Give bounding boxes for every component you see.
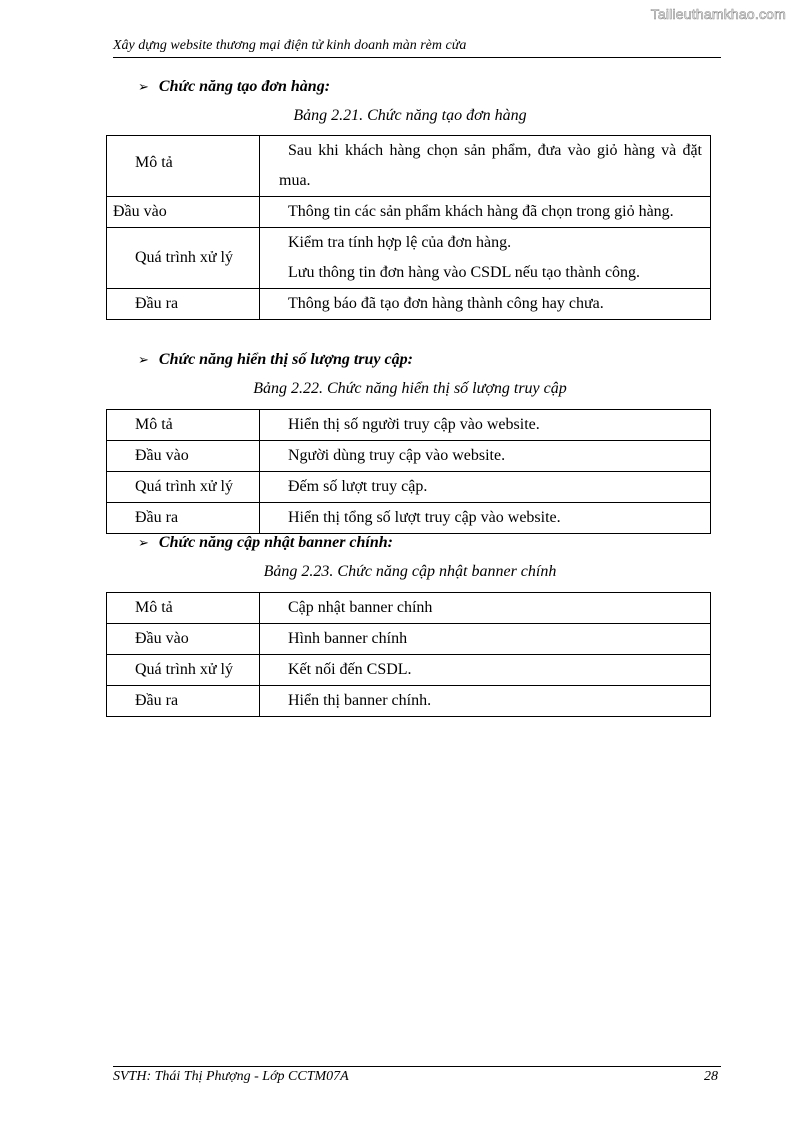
table-row (107, 441, 711, 472)
table-2-22 (106, 409, 711, 534)
running-header: Xây dựng website thương mại điện tử kinh doanh màn rèm cửa (113, 38, 467, 53)
row-value (260, 441, 711, 472)
row-value (260, 593, 711, 624)
table-row (107, 410, 711, 441)
arrow-bullet-icon: ➢ (138, 79, 149, 94)
row-value (260, 503, 711, 534)
row-value (260, 228, 711, 289)
row-value (260, 686, 711, 717)
row-label: Đầu vào (107, 441, 260, 472)
value-line: Hiển thị tổng số lượt truy cập vào website. (288, 509, 561, 526)
row-label: Quá trình xử lý (107, 472, 260, 503)
section-heading-3 (138, 534, 393, 552)
value-line: Cập nhật banner chính (288, 599, 433, 616)
table-row (107, 472, 711, 503)
value-line: Lưu thông tin đơn hàng vào CSDL nếu tạo thành công. (288, 264, 641, 281)
value-line: Thông tin các sản phẩm khách hàng đã chọn trong giỏ hàng. (288, 203, 674, 220)
row-value (260, 624, 711, 655)
row-value (260, 655, 711, 686)
heading-text: Chức năng cập nhật banner chính: (158, 534, 393, 551)
table-row (107, 593, 711, 624)
table-2-23 (106, 592, 711, 717)
footer-rule (113, 1066, 721, 1067)
value-line: Người dùng truy cập vào website. (288, 447, 506, 464)
arrow-bullet-icon: ➢ (138, 535, 149, 550)
row-value (260, 472, 711, 503)
table-row (107, 624, 711, 655)
heading-text: Chức năng hiển thị số lượng truy cập: (158, 351, 413, 368)
row-label: Mô tả (107, 593, 260, 624)
row-label: Đầu ra (107, 503, 260, 534)
value-line: Hiển thị banner chính. (288, 692, 432, 709)
table-caption-3: Bảng 2.23. Chức năng cập nhật banner chính (263, 563, 557, 580)
heading-text: Chức năng tạo đơn hàng: (158, 78, 331, 95)
table-caption-2: Bảng 2.22. Chức năng hiển thị số lượng truy cập (253, 380, 567, 397)
row-label: Mô tả (107, 410, 260, 441)
header-rule (113, 57, 721, 58)
value-line: Hình banner chính (288, 630, 408, 647)
row-label: Đầu ra (107, 686, 260, 717)
row-value (260, 289, 711, 320)
table-row (107, 503, 711, 534)
row-label: Mô tả (107, 136, 260, 197)
footer-author: SVTH: Thái Thị Phượng - Lớp CCTM07A (113, 1069, 349, 1084)
row-label: Quá trình xử lý (107, 655, 260, 686)
table-caption-1: Bảng 2.21. Chức năng tạo đơn hàng (293, 107, 527, 124)
watermark: Tailieuthamkhao.com (650, 6, 786, 22)
table-row (107, 655, 711, 686)
row-label: Đầu vào (107, 624, 260, 655)
table-2-21 (106, 135, 711, 320)
value-line: Kiểm tra tính hợp lệ của đơn hàng. (288, 234, 512, 251)
value-line: Hiển thị số người truy cập vào website. (288, 416, 540, 433)
value-line: Sau khi khách hàng chọn sản phẩm, đưa vào giỏ hàng và đặt mua. (279, 142, 702, 189)
row-label: Đầu ra (107, 289, 260, 320)
table-row (107, 289, 711, 320)
arrow-bullet-icon: ➢ (138, 352, 149, 367)
section-heading-2 (138, 351, 413, 369)
row-label: Quá trình xử lý (107, 228, 260, 289)
value-line: Thông báo đã tạo đơn hàng thành công hay chưa. (288, 295, 604, 312)
row-value (260, 410, 711, 441)
table-row (107, 197, 711, 228)
row-label: Đầu vào (107, 197, 260, 228)
section-heading-1 (138, 78, 330, 96)
table-row (107, 686, 711, 717)
value-line: Đếm số lượt truy cập. (288, 478, 428, 495)
value-line: Kết nối đến CSDL. (288, 661, 412, 678)
row-value (260, 197, 711, 228)
row-value (260, 136, 711, 197)
page-number: 28 (704, 1069, 718, 1084)
table-row (107, 136, 711, 197)
table-row (107, 228, 711, 289)
